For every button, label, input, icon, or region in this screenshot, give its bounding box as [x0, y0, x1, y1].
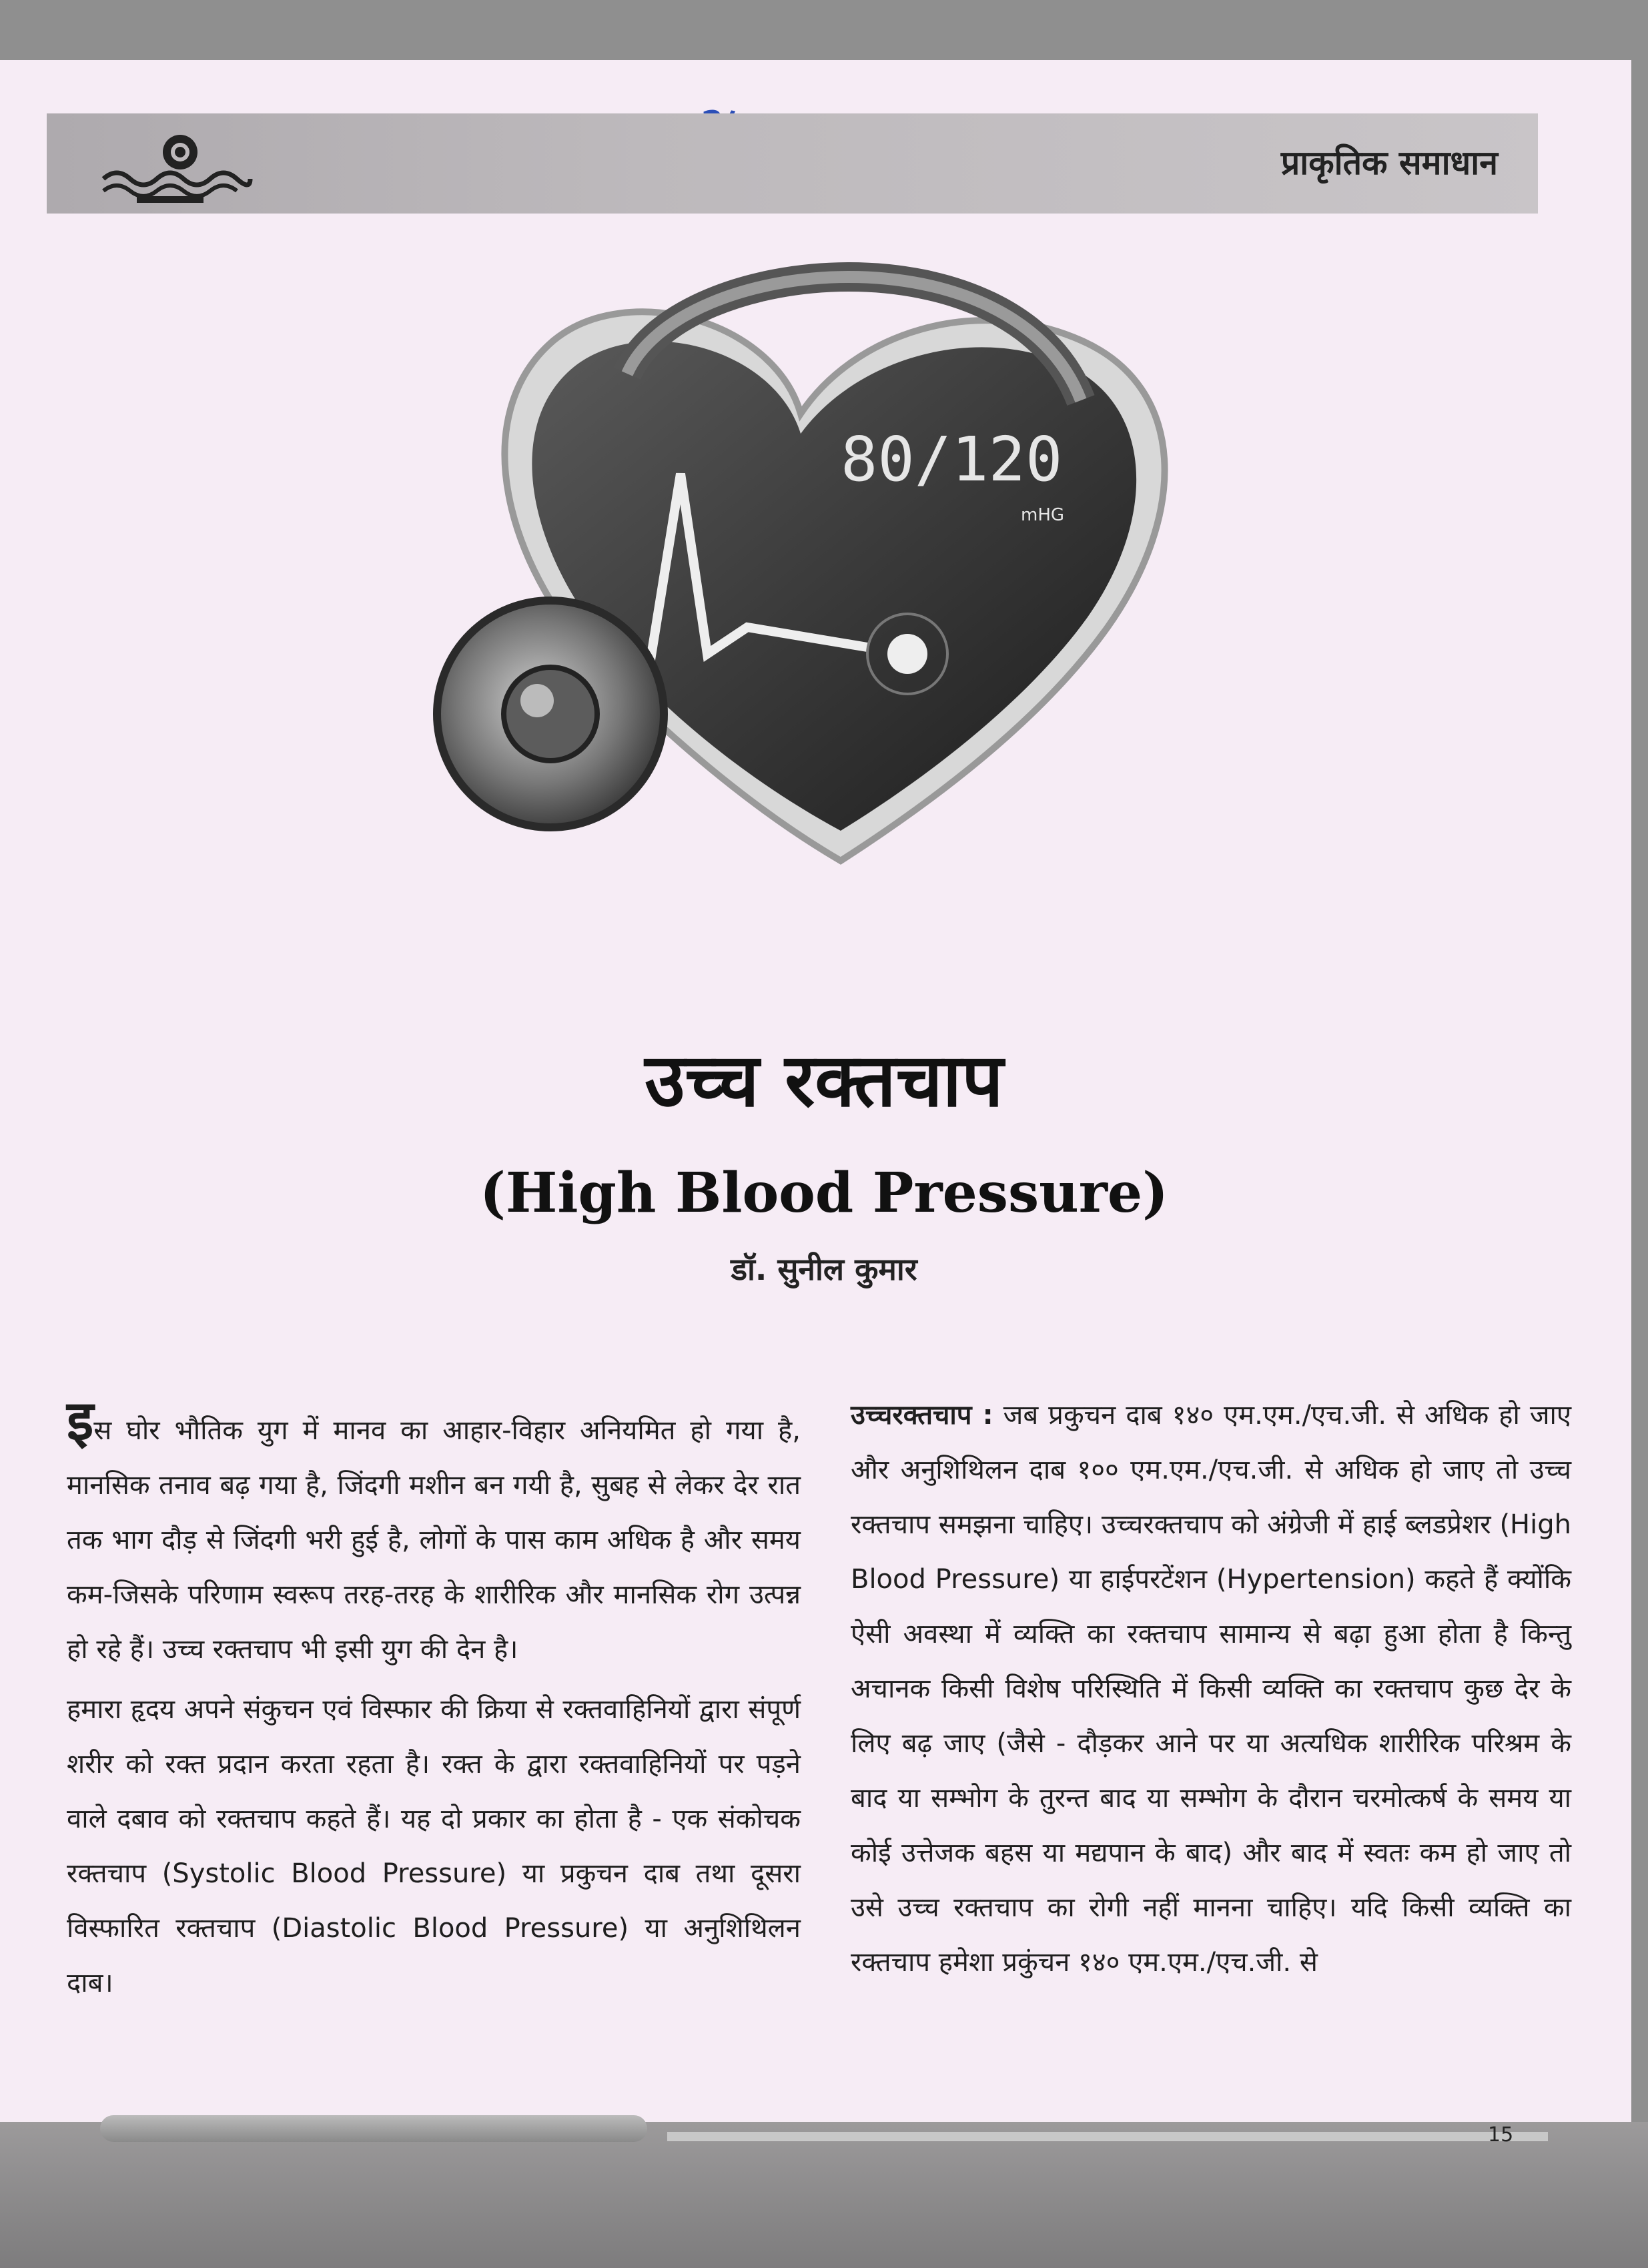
article-title-english: (High Blood Pressure): [480, 1161, 1168, 1225]
sun-over-waves-logo-icon: [100, 127, 254, 207]
section-header-band: [47, 113, 1538, 214]
paragraph-blood-pressure-definition: हमारा हृदय अपने संकुचन एवं विस्फार की क्रिया से रक्तवाहिनियों द्वारा संपूर्ण शरीर को रक्त प्रदान करता रहता है। रक्त के द्वारा रक्तवाहिनियों पर पड़ने वाले दबाव को रक्तचाप कहते हैं। यह दो प्रकार का होता है - एक संकोचक रक्तचाप (Systolic Blood Pressure) या प्रकुचन दाब तथा दूसरा विस्फारित रक्तचाप (Diastolic Blood Pressure) या अनुशिथिलन दाब।: [67, 1694, 801, 1998]
paragraph-intro: [67, 1389, 801, 1677]
footer-decoration-bar: [100, 2115, 647, 2142]
paragraph-hypertension-text: जब प्रकुचन दाब १४० एम.एम./एच.जी. से अधिक हो जाए और अनुशिथिलन दाब १०० एम.एम./एच.जी. से अधिक हो जाए तो उच्च रक्तचाप समझना चाहिए। उच्चरक्तचाप को अंग्रेजी में हाई ब्लडप्रेशर (High Blood Pressure) या हाईपरटेंशन (Hypertension) कहते हैं क्योंकि ऐसी अवस्था में व्यक्ति का रक्तचाप सामान्य से बढ़ा हुआ होता है किन्तु अचानक किसी विशेष परिस्थिति में किसी व्यक्ति का रक्तचाप कुछ देर के लिए बढ़ जाए (जैसे - दौड़कर आने पर या अत्यधिक शारीरिक परिश्रम के बाद या सम्भोग के तुरन्त बाद या सम्भोग के दौरान चरमोत्कर्ष के समय या कोई उत्तेजक बहस या मद्यपान के बाद) और बाद में स्वतः कम हो जाए तो उसे उच्च रक्तचाप का रोगी नहीं मानना चाहिए। यदि किसी व्यक्ति का रक्तचाप हमेशा प्रकुंचन १४० एम.एम./एच.जी. से: [851, 1400, 1572, 1978]
paragraph-intro-text: स घोर भौतिक युग में मानव का आहार-विहार अनियमित हो गया है, मानसिक तनाव बढ़ गया है, जिंदगी मशीन बन गयी है, सुबह से लेकर देर रात तक भाग दौड़ से जिंदगी भरी हुई है, लोगों के पास काम अधिक है और समय कम-जिसके परिणाम स्वरूप तरह-तरह के शारीरिक और मानसिक रोग उत्पन्न हो रहे हैं। उच्च रक्तचाप भी इसी युग की देन है।: [67, 1415, 801, 1665]
article-title-hindi: उच्च रक्तचाप: [645, 1038, 1003, 1123]
bp-unit: mHG: [1021, 505, 1065, 525]
heart-stethoscope-illustration-icon: [427, 254, 1228, 894]
article-column-left: [67, 1389, 801, 2016]
dropcap: इ: [67, 1389, 94, 1453]
bp-reading: 80/120: [841, 424, 1063, 495]
paragraph-hypertension: [851, 1388, 1571, 1990]
page-bottom-edge: [0, 2122, 1648, 2268]
article-author: डॉ. सुनील कुमार: [731, 1251, 917, 1287]
footer-rule: [667, 2132, 1548, 2141]
section-title: प्राकृतिक समाधान: [1280, 143, 1498, 182]
page-number: 15: [1488, 2123, 1514, 2147]
term-hypertension: उच्चरक्तचाप :: [851, 1400, 993, 1431]
article-column-right: [851, 1388, 1571, 1995]
